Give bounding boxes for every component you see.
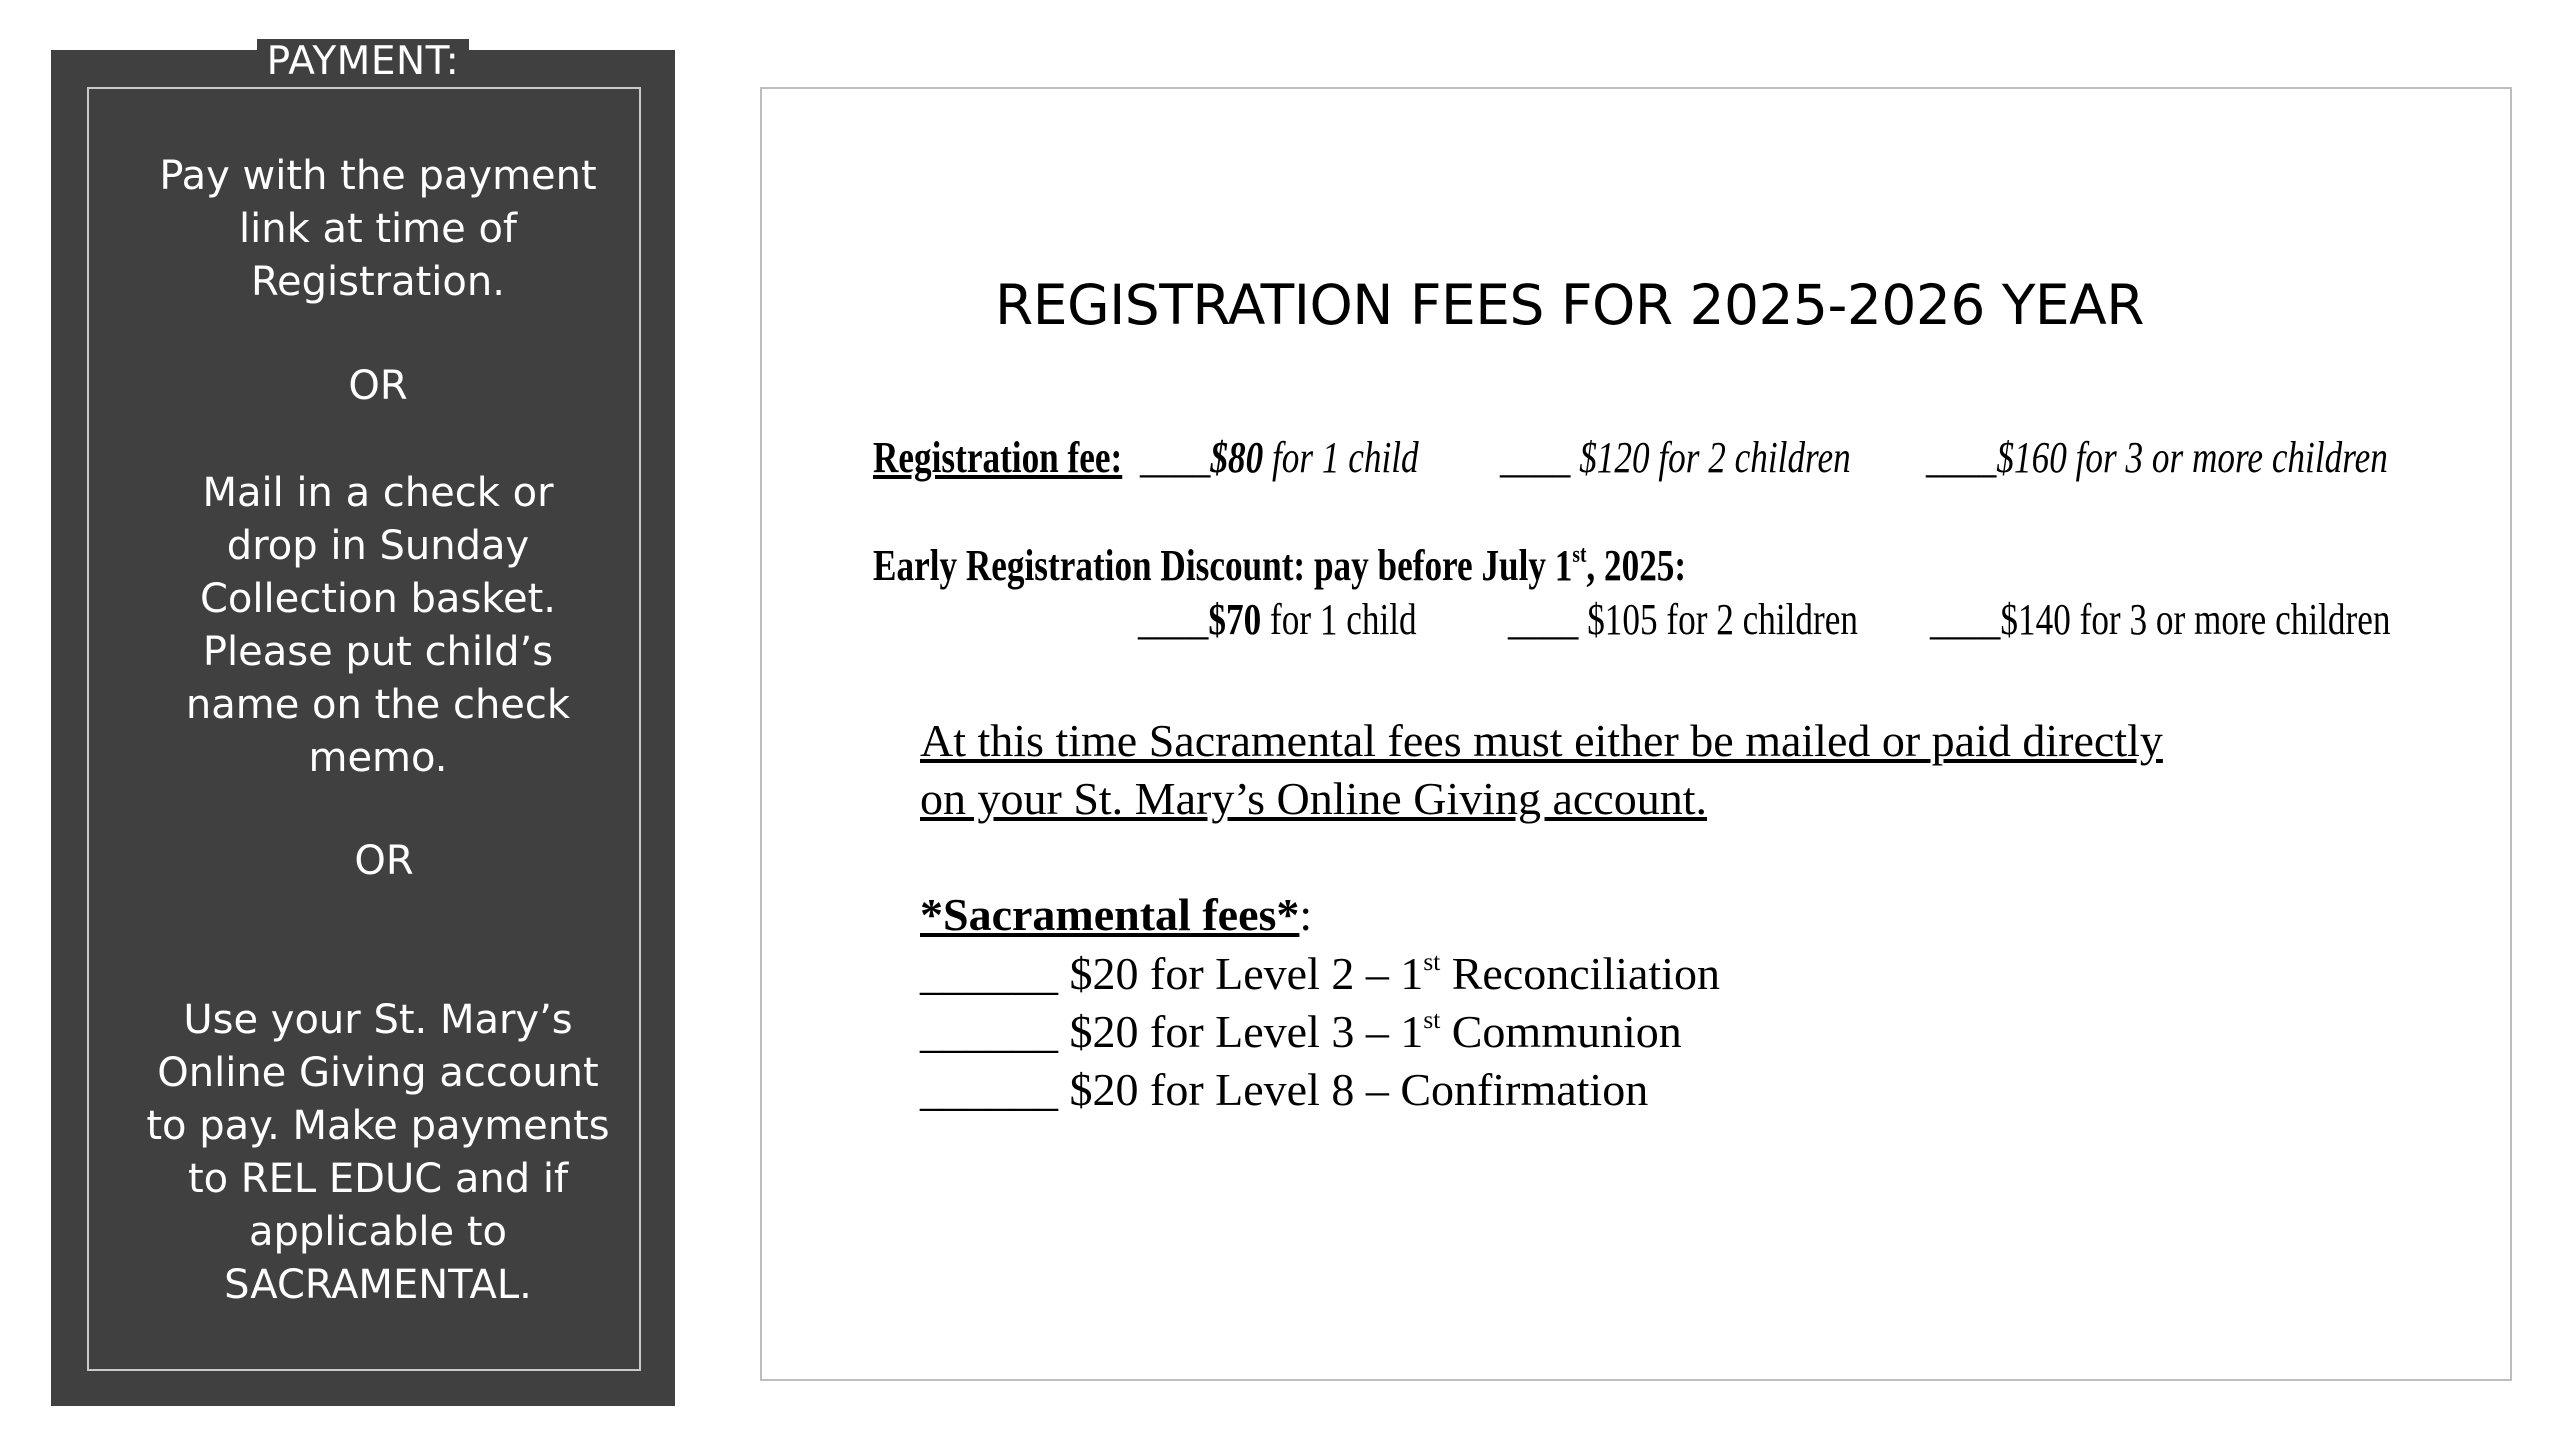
- payment-option-line: link at time of: [238, 206, 517, 252]
- payment-option-line: Online Giving account: [157, 1050, 599, 1096]
- fill-blank: ____: [1138, 595, 1209, 644]
- payment-option-line: applicable to: [248, 1209, 507, 1255]
- payment-option-line: Pay with the payment: [159, 153, 597, 199]
- payment-option-line: SACRAMENTAL.: [224, 1262, 532, 1308]
- fill-blank: ______: [920, 1064, 1058, 1115]
- registration-option-3-children: [1926, 433, 2388, 482]
- sacramental-item-text: $20 for Level 3 – 1: [1058, 1006, 1424, 1057]
- registration-fee-label: Registration fee:: [873, 433, 1123, 482]
- sacramental-item-communion: [920, 1006, 1682, 1057]
- payment-option-line: to pay. Make payments: [146, 1103, 610, 1149]
- registration-option-1-child: [1140, 433, 1419, 482]
- fee-description: $120 for 2 children: [1570, 433, 1851, 482]
- sacramental-item-reconciliation: [920, 948, 1720, 999]
- payment-option-line: drop in Sunday: [226, 523, 530, 569]
- early-option-2-children: [1508, 595, 1858, 644]
- payment-option-line: Use your St. Mary’s: [183, 997, 573, 1043]
- payment-option-link: [98, 150, 658, 309]
- or-text: OR: [348, 363, 408, 409]
- payment-panel: [51, 39, 675, 1406]
- early-registration-label: [873, 540, 1687, 590]
- payment-option-line: to REL EDUC and if: [187, 1156, 569, 1202]
- fill-blank: ______: [920, 948, 1058, 999]
- fill-blank: ____: [1508, 595, 1579, 644]
- fee-amount: $70: [1208, 595, 1262, 644]
- fee-amount: $80: [1210, 433, 1264, 482]
- sacramental-item-suffix: Reconciliation: [1440, 948, 1720, 999]
- sacramental-notice: [920, 712, 2163, 828]
- payment-option-line: Registration.: [251, 259, 505, 305]
- payment-heading-text: PAYMENT:: [257, 39, 470, 84]
- fee-description: for 1 child: [1261, 595, 1417, 644]
- payment-or-separator: [98, 360, 658, 413]
- early-label-text: Early Registration Discount: pay before July 1: [873, 541, 1573, 590]
- payment-option-line: Mail in a check or: [202, 470, 554, 516]
- sacramental-fees-heading: [920, 889, 1313, 940]
- fill-blank: ____: [1926, 433, 1997, 482]
- payment-or-separator: [104, 835, 664, 888]
- sacramental-item-suffix: Communion: [1440, 1006, 1682, 1057]
- document-title: REGISTRATION FEES FOR 2025-2026 YEAR: [995, 273, 2145, 337]
- payment-option-line: Please put child’s: [202, 629, 554, 675]
- fee-description: $105 for 2 children: [1578, 595, 1858, 644]
- early-option-1-child: [1138, 595, 1417, 644]
- payment-option-online: [98, 994, 658, 1312]
- early-label-year: , 2025:: [1586, 541, 1687, 590]
- ordinal-suffix: st: [1572, 540, 1587, 568]
- heading-colon: :: [1299, 889, 1313, 940]
- sacramental-item-confirmation: [920, 1064, 1649, 1115]
- sacramental-item-text: $20 for Level 2 – 1: [1058, 948, 1424, 999]
- notice-line: At this time Sacramental fees must either be mailed or paid directly: [920, 715, 2163, 766]
- notice-line: on your St. Mary’s Online Giving account.: [920, 773, 1708, 824]
- payment-option-mail: [98, 467, 658, 785]
- sacramental-item-text: $20 for Level 8 – Confirmation: [1058, 1064, 1649, 1115]
- payment-option-line: Collection basket.: [199, 576, 557, 622]
- registration-option-2-children: [1500, 433, 1851, 482]
- fill-blank: ____: [1500, 433, 1571, 482]
- sacramental-heading-bold: *Sacramental fees*: [920, 889, 1300, 940]
- fill-blank: ______: [920, 1006, 1058, 1057]
- fill-blank: ____: [1930, 595, 2001, 644]
- ordinal-suffix: st: [1423, 948, 1441, 977]
- payment-heading: [51, 39, 675, 84]
- sacramental-heading-text: [920, 889, 1299, 940]
- ordinal-suffix: st: [1423, 1006, 1441, 1035]
- early-option-3-children: [1930, 595, 2391, 644]
- fee-description: $160 for 3 or more children: [1996, 433, 2388, 482]
- payment-option-line: memo.: [308, 735, 448, 781]
- fill-blank: ____: [1140, 433, 1211, 482]
- or-text: OR: [354, 838, 414, 884]
- fee-description: $140 for 3 or more children: [2000, 595, 2391, 644]
- payment-option-line: name on the check: [185, 682, 571, 728]
- fee-description: for 1 child: [1263, 433, 1419, 482]
